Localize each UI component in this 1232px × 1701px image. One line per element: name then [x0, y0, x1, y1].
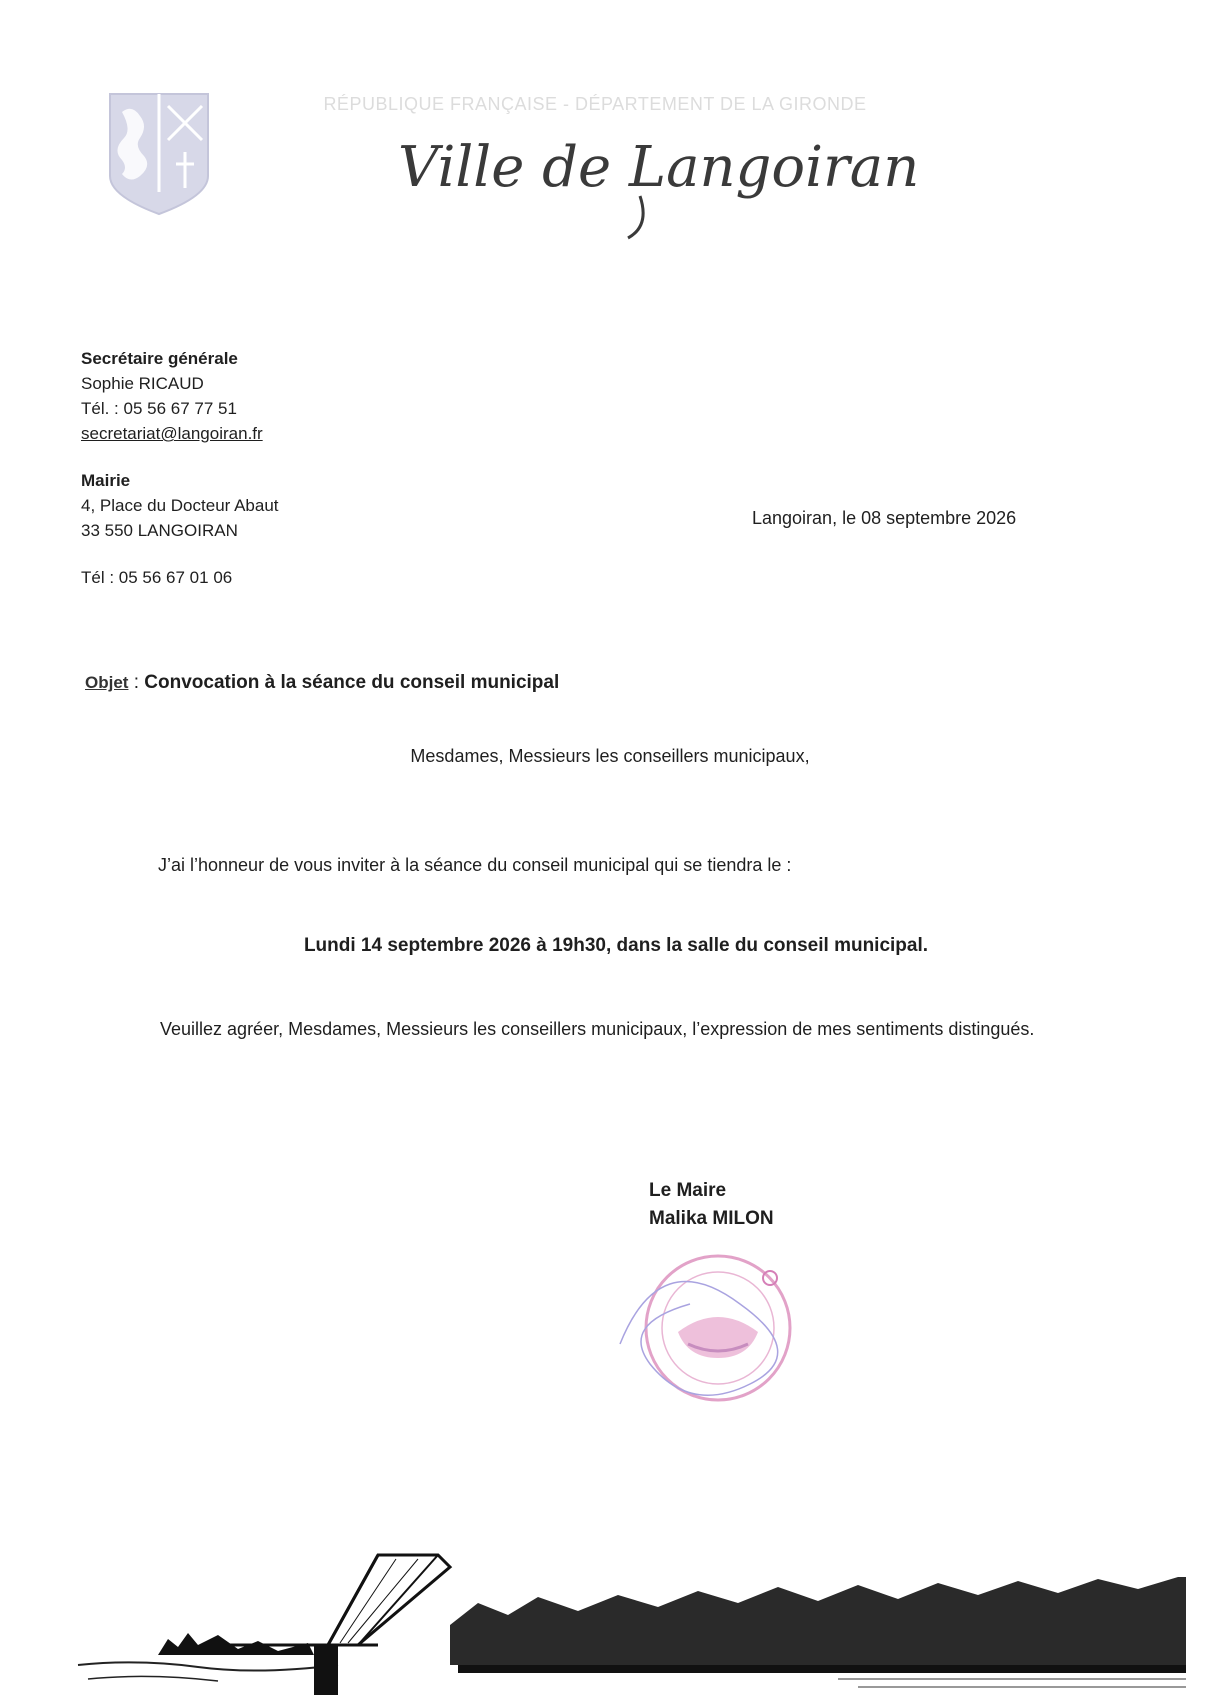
sender-phone: Tél. : 05 56 67 77 51	[81, 399, 237, 418]
subject-text: Convocation à la séance du conseil municipal	[144, 672, 560, 693]
republic-department-line: RÉPUBLIQUE FRANÇAISE - DÉPARTEMENT DE LA GIRONDE	[323, 94, 867, 114]
office-title: Mairie	[81, 471, 131, 490]
town-name-script	[390, 118, 920, 238]
date-line: Langoiran, le 08 septembre 2026	[752, 508, 1017, 528]
official-stamp	[600, 1248, 830, 1408]
sender-name: Sophie RICAUD	[81, 374, 204, 393]
meeting-details: Lundi 14 septembre 2026 à 19h30, dans la salle du conseil municipal.	[303, 935, 929, 956]
sender-email-link[interactable]: secretariat@langoiran.fr	[81, 424, 263, 443]
sender-block	[81, 346, 279, 590]
sender-role: Secrétaire générale	[81, 349, 238, 368]
office-address-line1: 4, Place du Docteur Abaut	[81, 496, 279, 515]
subject-line	[85, 672, 559, 694]
subject-separator: :	[128, 672, 145, 693]
salutation: Mesdames, Messieurs les conseillers municipaux,	[410, 746, 810, 766]
coat-of-arms-logo	[108, 92, 210, 216]
signature-name: Malika MILON	[649, 1208, 774, 1229]
invitation-intro: J’ai l’honneur de vous inviter à la séance du conseil municipal qui se tiendra le :	[158, 855, 792, 875]
subject-label: Objet	[85, 673, 129, 692]
landscape-illustration	[78, 1555, 1186, 1696]
signature-title: Le Maire	[649, 1180, 727, 1201]
closing-formula: Veuillez agréer, Mesdames, Messieurs les conseillers municipaux, l’expression de mes sentiments distingués.	[160, 1019, 1035, 1039]
town-name-text: Ville de Langoiran	[398, 135, 920, 200]
signature-block	[649, 1177, 774, 1233]
office-phone: Tél : 05 56 67 01 06	[81, 568, 233, 587]
office-address-line2: 33 550 LANGOIRAN	[81, 521, 238, 540]
